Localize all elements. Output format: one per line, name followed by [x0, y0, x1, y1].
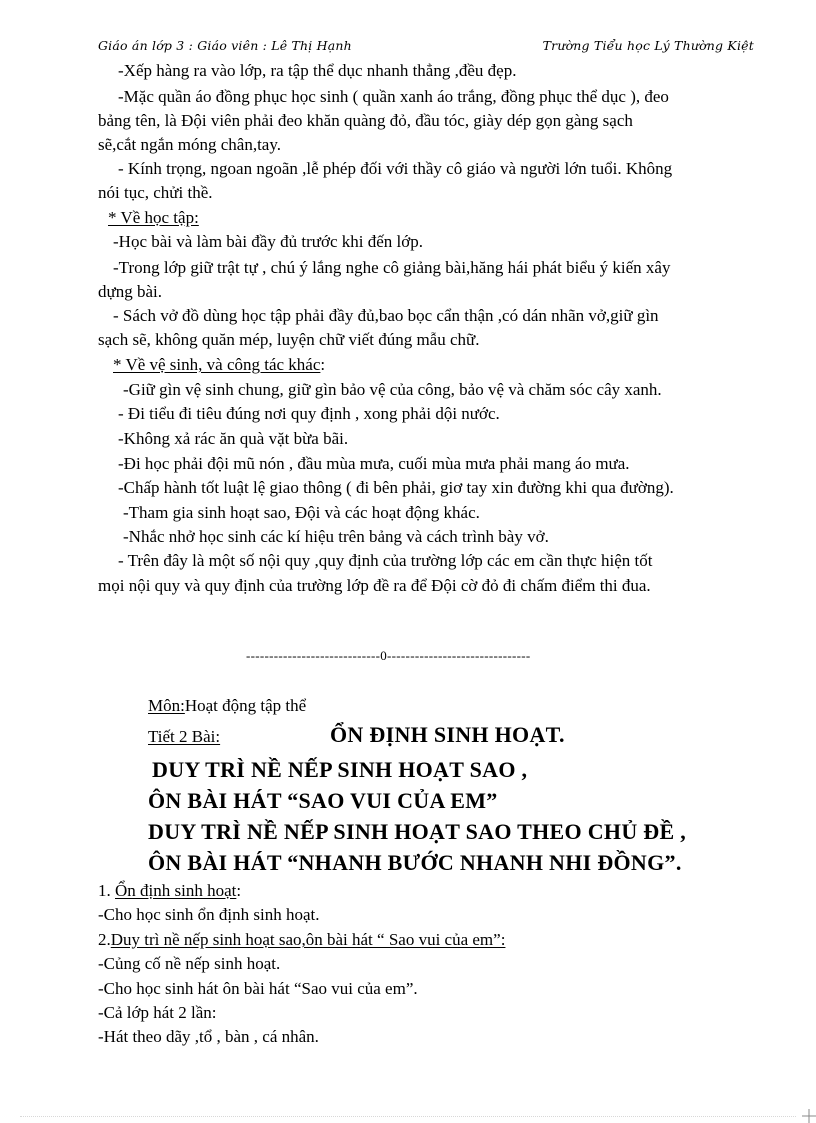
- header-school: Trường Tiểu học Lý Thường Kiệt: [542, 38, 754, 53]
- hygiene-line-4: -Đi học phải đội mũ nón , đầu mùa mưa, cuối mùa mưa phải mang áo mưa.: [118, 454, 630, 473]
- rule-line-1: -Xếp hàng ra vào lớp, ra tập thể dục nhanh thẳng ,đều đẹp.: [118, 61, 517, 80]
- study-line-5: sạch sẽ, không quăn mép, luyện chữ viết đúng mẫu chữ.: [98, 330, 480, 349]
- hygiene-line-9: mọi nội quy và quy định của trường lớp đề ra để Đội cờ đỏ đi chấm điểm thi đua.: [98, 576, 651, 595]
- activity-2-line-3: -Cả lớp hát 2 lần:: [98, 1003, 217, 1022]
- subject-label: Môn:: [148, 696, 185, 715]
- subject-value: Hoạt động tập thể: [184, 696, 307, 715]
- page-corner-mark: [802, 1109, 816, 1123]
- activity-1-line-1: -Cho học sinh ổn định sinh hoạt.: [98, 905, 320, 924]
- activity-1-title: Ổn định sinh hoạt: [115, 881, 237, 900]
- hygiene-line-6: -Tham gia sinh hoạt sao, Đội và các hoạt động khác.: [123, 503, 480, 522]
- hygiene-line-1: -Giữ gìn vệ sinh chung, giữ gìn bảo vệ của công, bảo vệ và chăm sóc cây xanh.: [123, 380, 662, 399]
- activity-2-line-4: -Hát theo dãy ,tổ , bàn , cá nhân.: [98, 1027, 319, 1046]
- lesson-title-5: ÔN BÀI HÁT “NHANH BƯỚC NHANH NHI ĐỒNG”.: [148, 850, 682, 875]
- hygiene-line-3: -Không xả rác ăn quà vặt bừa bãi.: [118, 429, 349, 448]
- hygiene-heading-text: * Về vệ sinh, và công tác khác: [113, 355, 321, 374]
- rule-line-4: sẽ,cắt ngắn móng chân,tay.: [98, 135, 281, 154]
- rule-line-3: bảng tên, là Đội viên phải đeo khăn quàng đỏ, đầu tóc, giày dép gọn gàng sạch: [98, 111, 633, 130]
- activity-1-number: 1.: [98, 881, 115, 900]
- activity-2-line-1: -Củng cố nề nếp sinh hoạt.: [98, 954, 281, 973]
- activity-2-heading: [98, 928, 505, 952]
- rule-line-2: -Mặc quần áo đồng phục học sinh ( quần xanh áo trắng, đồng phục thể dục ), đeo: [118, 87, 669, 106]
- lesson-title-3: ÔN BÀI HÁT “SAO VUI CỦA EM”: [148, 788, 498, 813]
- activity-2-title: Duy trì nề nếp sinh hoạt sao,ôn bài hát “ Sao vui của em”:: [110, 930, 506, 949]
- study-line-2: -Trong lớp giữ trật tự , chú ý lắng nghe cô giảng bài,hăng hái phát biểu ý kiến xây: [113, 258, 671, 277]
- lesson-title-4: DUY TRÌ NỀ NẾP SINH HOẠT SAO THEO CHỦ ĐỀ ,: [148, 819, 687, 844]
- page-bottom-border: [20, 1116, 796, 1117]
- period-label: Tiết 2 Bài:: [148, 727, 221, 746]
- rule-line-6: nói tục, chửi thề.: [98, 183, 213, 202]
- header-teacher: Giáo án lớp 3 : Giáo viên : Lê Thị Hạnh: [98, 38, 352, 53]
- hygiene-heading: [113, 353, 325, 377]
- study-heading: * Về học tập:: [108, 208, 199, 227]
- study-line-4: - Sách vở đồ dùng học tập phải đầy đủ,bao bọc cẩn thận ,có dán nhãn vở,giữ gìn: [113, 306, 659, 325]
- lesson-title-2: DUY TRÌ NỀ NẾP SINH HOẠT SAO ,: [152, 757, 528, 782]
- activity-2-line-2: -Cho học sinh hát ôn bài hát “Sao vui của em”.: [98, 979, 418, 998]
- hygiene-line-7: -Nhắc nhở học sinh các kí hiệu trên bảng và cách trình bày vở.: [123, 527, 549, 546]
- hygiene-line-8: - Trên đây là một số nội quy ,quy định của trường lớp các em cần thực hiện tốt: [118, 551, 653, 570]
- rule-line-5: - Kính trọng, ngoan ngoãn ,lễ phép đối với thầy cô giáo và người lớn tuổi. Không: [118, 159, 673, 178]
- hygiene-heading-colon: :: [320, 355, 326, 374]
- subject-line: [148, 694, 306, 718]
- hygiene-line-5: -Chấp hành tốt luật lệ giao thông ( đi bên phải, giơ tay xin đường khi qua đường).: [118, 478, 674, 497]
- activity-1-heading: [98, 879, 241, 903]
- lesson-title-1: ỔN ĐỊNH SINH HOẠT.: [330, 722, 565, 747]
- hygiene-line-2: - Đi tiểu đi tiêu đúng nơi quy định , xong phải dội nước.: [118, 404, 500, 423]
- activity-1-colon: :: [236, 881, 242, 900]
- study-line-1: -Học bài và làm bài đầy đủ trước khi đến lớp.: [113, 232, 423, 251]
- activity-2-number: 2.: [98, 930, 111, 949]
- section-divider: -----------------------------0-------------------------------: [246, 648, 531, 663]
- study-line-3: dựng bài.: [98, 282, 162, 301]
